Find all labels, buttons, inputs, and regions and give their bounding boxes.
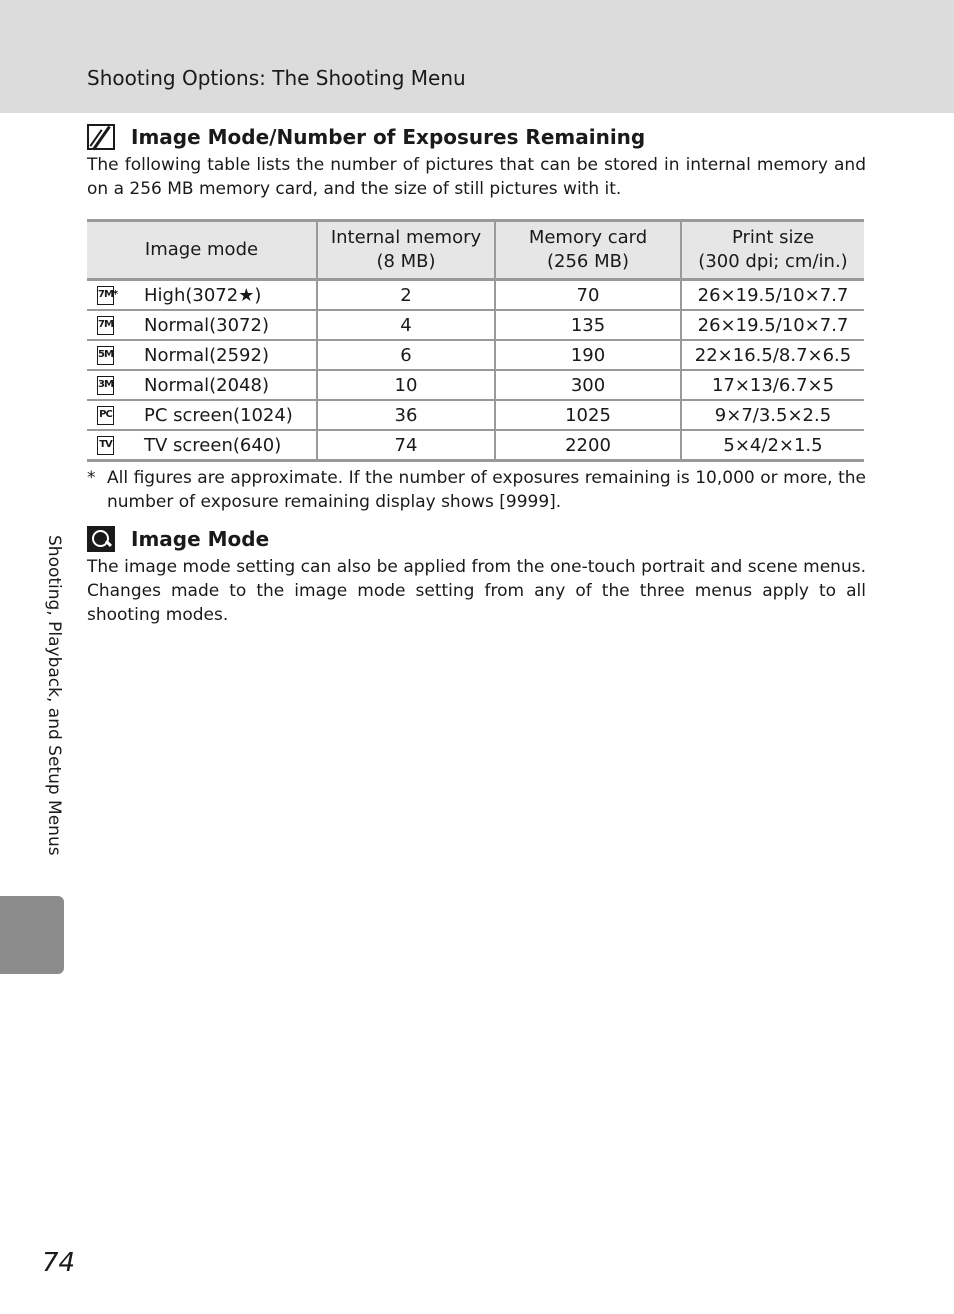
print-value: 22×16.5/8.7×6.5 bbox=[681, 340, 864, 370]
mode-label: PC screen(1024) bbox=[144, 404, 293, 426]
mode-label: Normal(3072) bbox=[144, 314, 269, 336]
header-card-line2: (256 MB) bbox=[546, 251, 629, 272]
table-footnote bbox=[87, 466, 866, 514]
print-value: 26×19.5/10×7.7 bbox=[681, 310, 864, 340]
header-print-line1: Print size bbox=[731, 227, 815, 248]
sidebar-chapter-tab bbox=[0, 896, 64, 974]
footnote-text: All figures are approximate. If the number of exposures remaining is 10,000 or more, the number of exposure remaining display shows [9999]. bbox=[107, 468, 866, 512]
card-value: 1025 bbox=[495, 400, 681, 430]
image-mode-high-icon: 7M* bbox=[97, 286, 114, 305]
card-value: 190 bbox=[495, 340, 681, 370]
pencil-note-icon bbox=[87, 124, 115, 150]
table-row bbox=[87, 340, 864, 370]
header-internal-line1: Internal memory bbox=[330, 227, 482, 248]
image-mode-pc-icon: PC bbox=[97, 406, 114, 425]
print-value: 9×7/3.5×2.5 bbox=[681, 400, 864, 430]
image-mode-table bbox=[87, 219, 864, 462]
magnifier-tip-icon bbox=[87, 526, 115, 552]
card-value: 300 bbox=[495, 370, 681, 400]
mode-label: High(3072★) bbox=[144, 284, 262, 306]
image-mode-tv-icon: TV bbox=[97, 436, 114, 455]
page-header-title: Shooting Options: The Shooting Menu bbox=[87, 66, 466, 90]
print-value: 26×19.5/10×7.7 bbox=[681, 280, 864, 311]
image-mode-normal-5m-icon: 5M bbox=[97, 346, 114, 365]
table-header-row bbox=[87, 221, 864, 280]
image-mode-text: The image mode setting can also be applied from the one-touch portrait and scene menus. Changes made to the image mode setting from any of the three menus apply to all shooting modes. bbox=[87, 557, 866, 625]
mode-cell bbox=[87, 430, 317, 461]
table-row bbox=[87, 430, 864, 461]
image-mode-normal-7m-icon: 7M bbox=[97, 316, 114, 335]
internal-value: 4 bbox=[317, 310, 495, 340]
header-memory-card bbox=[495, 221, 681, 280]
mode-cell bbox=[87, 340, 317, 370]
internal-value: 36 bbox=[317, 400, 495, 430]
mode-label: Normal(2048) bbox=[144, 374, 269, 396]
table-row bbox=[87, 370, 864, 400]
section-heading-image-mode bbox=[87, 526, 269, 552]
internal-value: 6 bbox=[317, 340, 495, 370]
section-heading-text: Image Mode bbox=[131, 527, 270, 551]
mode-cell bbox=[87, 370, 317, 400]
header-print-size bbox=[681, 221, 864, 280]
header-card-line1: Memory card bbox=[528, 227, 648, 248]
footnote-marker: * bbox=[87, 468, 96, 488]
card-value: 135 bbox=[495, 310, 681, 340]
header-band bbox=[0, 0, 954, 113]
image-mode-normal-3m-icon: 3M bbox=[97, 376, 114, 395]
section-heading-exposures bbox=[87, 124, 645, 150]
mode-label: TV screen(640) bbox=[144, 434, 282, 456]
table-row bbox=[87, 400, 864, 430]
card-value: 70 bbox=[495, 280, 681, 311]
print-value: 5×4/2×1.5 bbox=[681, 430, 864, 461]
header-print-line2: (300 dpi; cm/in.) bbox=[698, 251, 848, 272]
sidebar-chapter-label: Shooting, Playback, and Setup Menus bbox=[44, 535, 64, 856]
internal-value: 10 bbox=[317, 370, 495, 400]
table-row bbox=[87, 310, 864, 340]
header-internal-memory bbox=[317, 221, 495, 280]
internal-value: 74 bbox=[317, 430, 495, 461]
header-image-mode: Image mode bbox=[87, 221, 317, 280]
table-row bbox=[87, 280, 864, 311]
mode-cell bbox=[87, 280, 317, 311]
header-internal-line2: (8 MB) bbox=[376, 251, 436, 272]
mode-label: Normal(2592) bbox=[144, 344, 269, 366]
section-heading-text: Image Mode/Number of Exposures Remaining bbox=[131, 125, 646, 149]
card-value: 2200 bbox=[495, 430, 681, 461]
mode-cell bbox=[87, 310, 317, 340]
internal-value: 2 bbox=[317, 280, 495, 311]
mode-cell bbox=[87, 400, 317, 430]
page-number: 74 bbox=[42, 1248, 76, 1278]
print-value: 17×13/6.7×5 bbox=[681, 370, 864, 400]
section-intro-text: The following table lists the number of pictures that can be stored in internal memory and on a 256 MB memory card, and the size of still pictures with it. bbox=[87, 155, 866, 199]
